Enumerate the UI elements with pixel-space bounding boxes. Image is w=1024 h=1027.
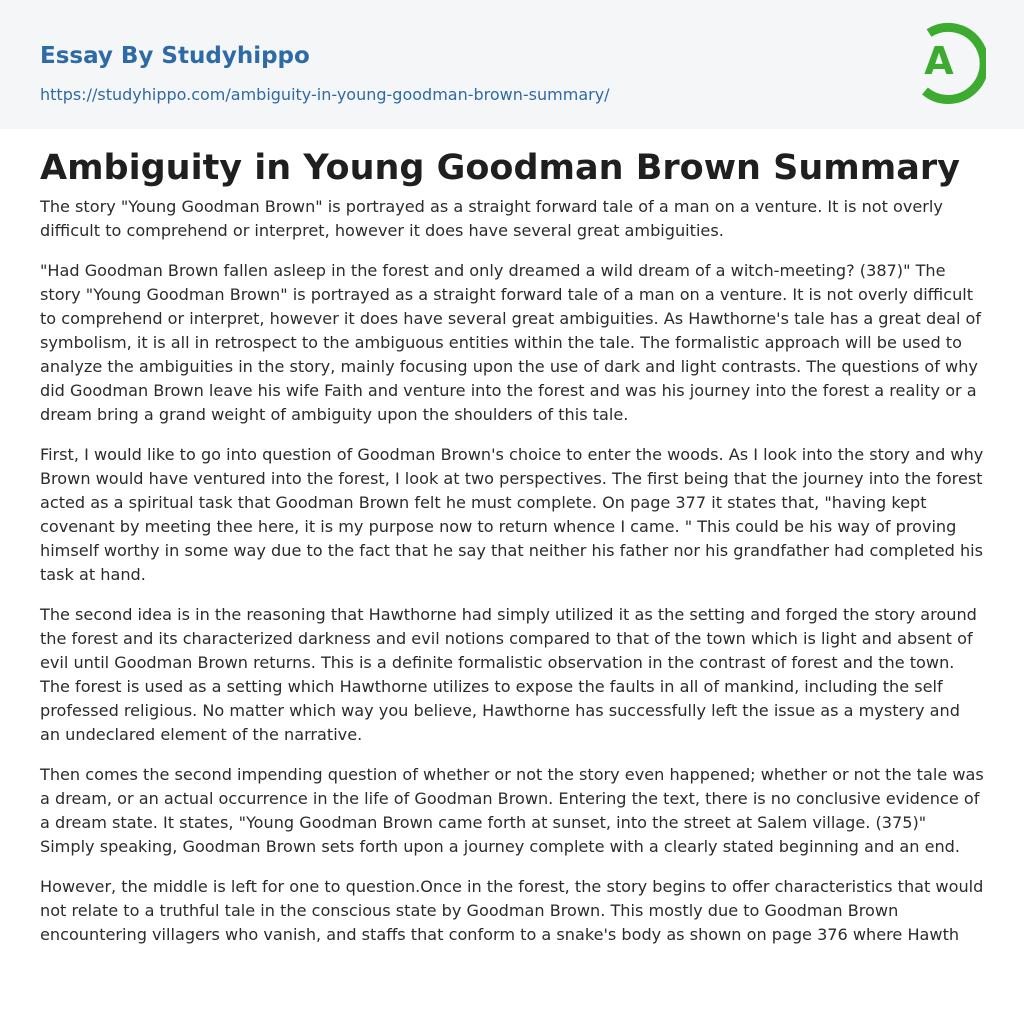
site-title[interactable]: Essay By Studyhippo (40, 43, 310, 69)
studyhippo-logo-icon[interactable] (912, 19, 986, 105)
article (0, 129, 1024, 947)
article-body (40, 195, 984, 947)
paragraph: First, I would like to go into question of Goodman Brown's choice to enter the woods. As I look into the story and why Brown would have ventured into the forest, I look at two perspectives. The first being that the journey into the forest acted as a spiritual task that Goodman Brown felt he must complete. On page 377 it states that, "having kept covenant by meeting thee here, it is my purpose now to return whence I came. " This could be his way of proving himself worthy in some way due to the fact that he say that neither his father nor his grandfather had completed his task at hand. (40, 445, 984, 584)
paragraph: However, the middle is left for one to question.Once in the forest, the story begins to offer characteristics that would not relate to a truthful tale in the conscious state by Goodman Brown. This mostly due to Goodman Brown encountering villagers who vanish, and staffs that conform to a snake's body as shown on page 376 where Hawth (40, 877, 984, 944)
paragraph: "Had Goodman Brown fallen asleep in the forest and only dreamed a wild dream of a witch-meeting? (387)" The story "Young Goodman Brown" is portrayed as a straight forward tale of a man on a venture. It is not overly difficult to comprehend or interpret, however it does have several great ambiguities. As Hawthorne's tale has a great deal of symbolism, it is all in retrospect to the ambiguous entities within the tale. The formalistic approach will be used to analyze the ambiguities in the story, mainly focusing upon the use of dark and light contrasts. The questions of why did Goodman Brown leave his wife Faith and venture into the forest and was his journey into the forest a reality or a dream bring a grand weight of ambiguity upon the shoulders of this tale. (40, 261, 982, 424)
paragraph: The second idea is in the reasoning that Hawthorne had simply utilized it as the setting and forged the story around the forest and its characterized darkness and evil notions compared to that of the town which is light and absent of evil until Goodman Brown returns. This is a definite formalistic observation in the contrast of forest and the town. The forest is used as a setting which Hawthorne utilizes to expose the faults in all of mankind, including the self professed religious. No matter which way you believe, Hawthorne has successfully left the issue as a mystery and an undeclared element of the narrative. (40, 605, 977, 744)
essay-url-link[interactable]: https://studyhippo.com/ambiguity-in-young-goodman-brown-summary/ (40, 85, 610, 104)
page-title: Ambiguity in Young Goodman Brown Summary (40, 148, 960, 188)
paragraph: The story "Young Goodman Brown" is portrayed as a straight forward tale of a man on a venture. It is not overly difficult to comprehend or interpret, however it does have several great ambiguities. (40, 197, 943, 240)
site-header (0, 0, 1024, 129)
logo-letter: A (924, 39, 954, 83)
paragraph: Then comes the second impending question of whether or not the story even happened; whether or not the tale was a dream, or an actual occurrence in the life of Goodman Brown. Entering the text, there is no conclusive evidence of a dream state. It states, "Young Goodman Brown came forth at sunset, into the street at Salem village. (375)" Simply speaking, Goodman Brown sets forth upon a journey complete with a clearly stated beginning and an end. (40, 765, 984, 856)
